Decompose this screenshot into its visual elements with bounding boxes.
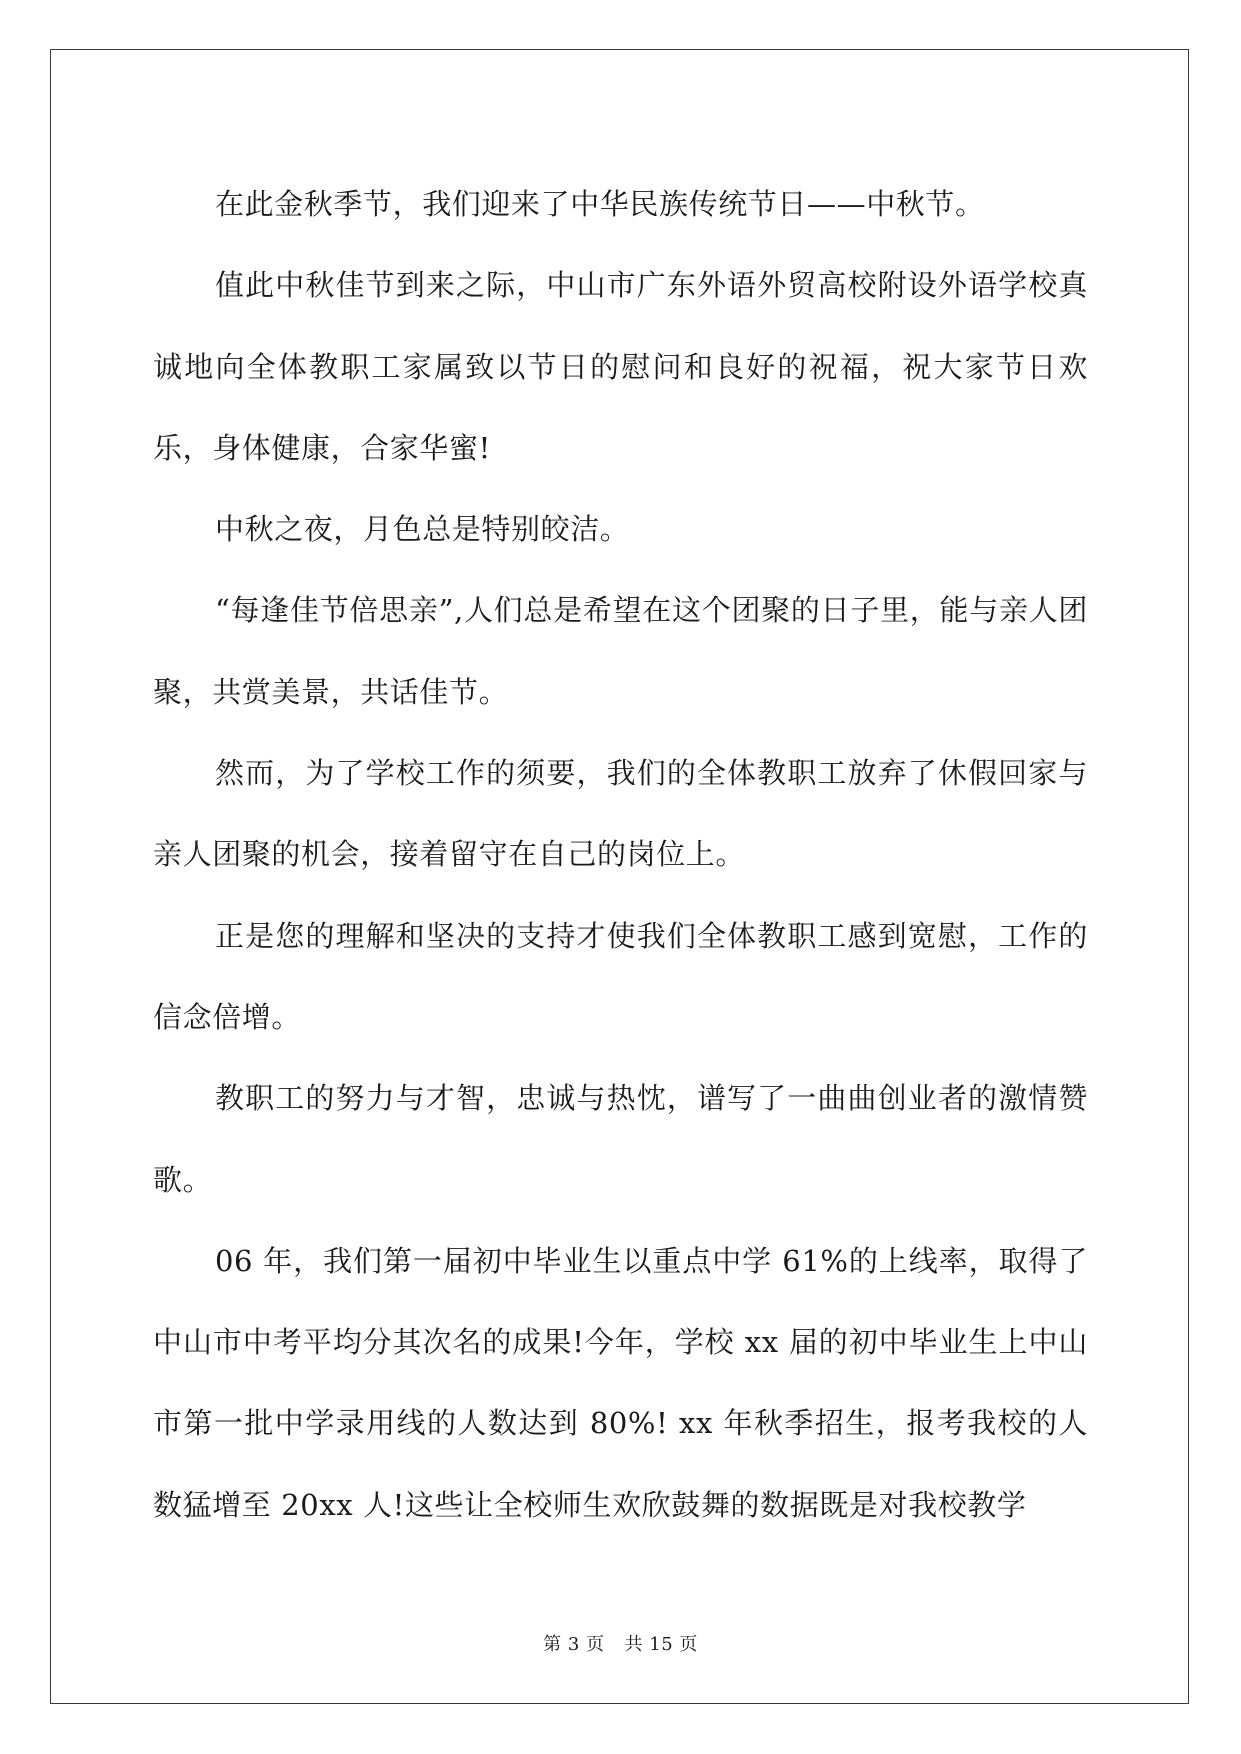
paragraph: 正是您的理解和坚决的支持才使我们全体教职工感到宽慰，工作的信念倍增。 — [153, 918, 1088, 1034]
paragraph: 值此中秋佳节到来之际，中山市广东外语外贸高校附设外语学校真诚地向全体教职工家属致以节日的慰问和良好的祝福，祝大家节日欢乐，身体健康，合家华蜜! — [153, 268, 1088, 465]
document-body — [153, 164, 1088, 1546]
paragraph: “每逢佳节倍思亲”,人们总是希望在这个团聚的日子里，能与亲人团聚，共赏美景，共话佳节。 — [153, 593, 1088, 709]
page-footer — [0, 1630, 1241, 1656]
paragraph: 然而，为了学校工作的须要，我们的全体教职工放弃了休假回家与亲人团聚的机会，接着留守在自己的岗位上。 — [153, 756, 1088, 872]
page-total: 共 15 页 — [624, 1634, 698, 1655]
page-number: 第 3 页 — [543, 1634, 605, 1655]
paragraph: 在此金秋季节，我们迎来了中华民族传统节日——中秋节。 — [215, 187, 985, 221]
paragraph: 中秋之夜，月色总是特别皎洁。 — [215, 512, 630, 547]
paragraph: 教职工的努力与才智，忠诚与热忱，谱写了一曲曲创业者的激情赞歌。 — [153, 1081, 1088, 1197]
paragraph: 06 年，我们第一届初中毕业生以重点中学 61%的上线率，取得了中山市中考平均分其次名的成果!今年，学校 xx 届的初中毕业生上中山市第一批中学录用线的人数达到 80%! xx 年秋季招生，报考我校的人数猛增至 20xx 人!这些让全校师生欢欣鼓舞的数据既是对我校教学 — [153, 1243, 1088, 1522]
